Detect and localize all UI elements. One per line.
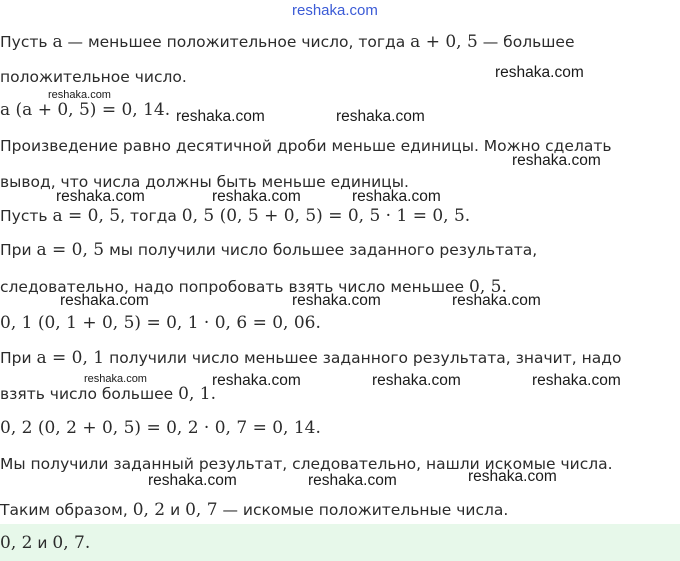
math: a + 0, 5 [410,32,478,52]
math: 0, 7. [52,533,91,553]
watermark-top[interactable]: reshaka.com [292,2,378,19]
text: следовательно, надо попробовать взять число меньшее [0,278,470,296]
text: мы получили число большее заданного результата, [104,241,538,259]
watermark: reshaka.com [212,372,301,389]
watermark: reshaka.com [495,64,584,81]
math: a = 0, 5 [52,206,121,226]
watermark-small: reshaka.com [84,373,147,385]
solution-line [0,240,537,260]
watermark: reshaka.com [512,152,601,169]
text: получили число меньшее заданного результата, значит, надо [104,349,622,367]
watermark: reshaka.com [452,292,541,309]
solution-line [0,32,575,52]
solution-line: вывод, что числа должны быть меньше единицы. [0,173,409,191]
watermark: reshaka.com [176,108,265,125]
text: и [32,534,53,552]
text: — большее [477,33,575,51]
answer-box [0,524,680,561]
watermark: reshaka.com [336,108,425,125]
math: 0, 7 [185,500,218,520]
solution-line [0,384,216,404]
solution-line: Мы получили заданный результат, следовательно, нашли искомые числа. [0,455,613,473]
text: Таким образом, [0,501,133,519]
solution-line [0,206,470,226]
answer [0,533,90,553]
math: a = 0, 5 [36,240,105,260]
math: 0, 2 [0,533,33,553]
solution-line: Произведение равно десятичной дроби меньше единицы. Можно сделать [0,137,612,155]
math: 0, 5 (0, 5 + 0, 5) = 0, 5 · 1 = 0, 5. [181,206,471,226]
watermark: reshaka.com [292,292,381,309]
watermark: reshaka.com [56,188,145,205]
watermark: reshaka.com [468,468,557,485]
text: При [0,349,37,367]
text: Пусть [0,33,53,51]
solution-line: положительное число. [0,68,187,86]
math: 0, 5. [469,277,507,297]
text: и [165,501,186,519]
watermark: reshaka.com [148,472,237,489]
text: Пусть [0,207,53,225]
math: 0, 2 [132,500,166,520]
math: a = 0, 1 [36,348,105,368]
watermark: reshaka.com [308,472,397,489]
watermark: reshaka.com [532,372,621,389]
watermark-small: reshaka.com [48,89,111,101]
watermark: reshaka.com [372,372,461,389]
text: При [0,241,37,259]
solution-line [0,348,621,368]
text: — искомые положительные числа. [217,501,509,519]
equation: a (a + 0, 5) = 0, 14. [0,100,171,120]
text: , тогда [120,207,182,225]
solution-line [0,277,507,297]
text: взять число большее [0,385,179,403]
math: 0, 1. [178,384,216,404]
math: a [52,32,63,52]
text: — меньшее положительное число, тогда [62,33,411,51]
equation: 0, 2 (0, 2 + 0, 5) = 0, 2 · 0, 7 = 0, 14. [0,418,321,438]
watermark: reshaka.com [60,292,149,309]
watermark: reshaka.com [212,188,301,205]
watermark: reshaka.com [352,188,441,205]
solution-line [0,500,508,520]
equation: 0, 1 (0, 1 + 0, 5) = 0, 1 · 0, 6 = 0, 06. [0,313,321,333]
